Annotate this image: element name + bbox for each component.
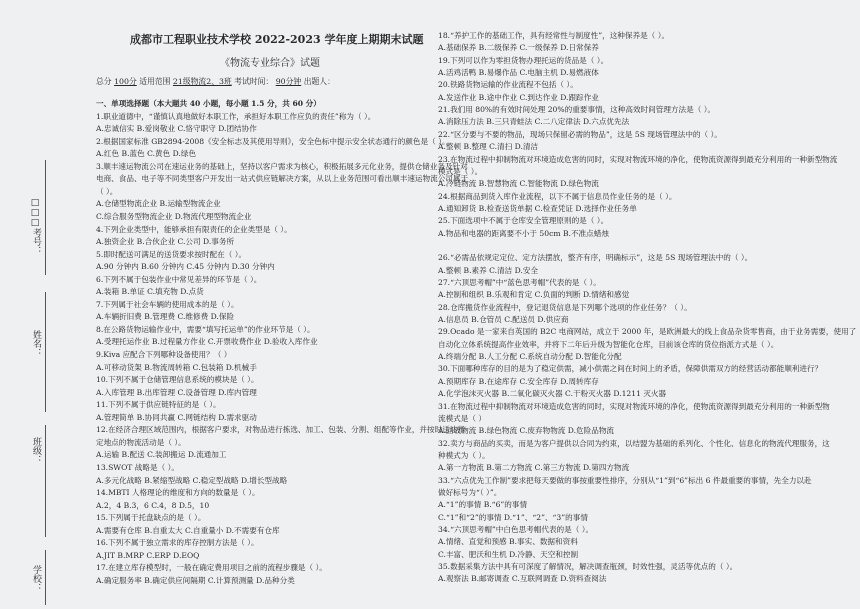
left-question-line: A.车辆折旧费 B.管理费 C.维修费 D.保险: [96, 312, 235, 322]
right-question-line: 31.在物流过程中抑制物流对环境造成危害的同时，实现对物流环境的净化，使物流资源得到最充分利用的一种新型物: [438, 401, 830, 411]
left-question-line: 一、单项选择题（本大题共 40 小题，每小题 1.5 分，共 60 分）: [96, 99, 321, 108]
right-question-line: 30.下面哪种库存的目的是为了稳定供需，减小供需之间在时间上的矛盾，保障供需双方的经营活动都能顺利进行？: [438, 364, 823, 374]
right-question-line: 34.“六顶思考帽”中白色思考帽代表的是（ ）。: [438, 525, 594, 534]
school-label: 学校：: [31, 565, 41, 592]
binding-line-1: [45, 160, 46, 275]
right-question-line: A.发送作业 B.途中作业 C.到达作业 D.跟踪作业: [438, 92, 599, 102]
right-question-line: A.通知卸货 B.检查送货单据 C.检查凭证 D.选择作业任务单: [438, 203, 637, 213]
right-question-line: A.“1”的事情 B.“6”的事情: [438, 500, 528, 510]
right-question-line: A.信息员 B.仓管员 C.配送员 D.供应商: [438, 315, 569, 325]
left-question-line: 11.下列不属于供应链特征的是（ ）。: [96, 400, 221, 410]
left-question-line: A.忠诚信实 B.爱岗敬业 C.恪守职守 D.团结协作: [96, 124, 257, 134]
left-question-line: A.装箱 B.单证 C.填充物 D.点货: [96, 287, 204, 297]
left-question-line: A.运输 B.配送 C.装卸搬运 D.流通加工: [96, 450, 227, 460]
binding-line-3: [45, 425, 46, 537]
left-question-line: 定地点的物流活动是（ ）。: [96, 437, 186, 447]
left-question-line: 7.下列属于社会车辆的使用成本的是（ ）。: [96, 299, 239, 309]
left-question-line: 6.下列不属于包装作业中常见差异的环节是（ ）。: [96, 274, 262, 284]
scope-value: 21级物流2、3班: [172, 77, 232, 86]
left-question-line: 3.顺丰速运物流公司在速运业务的基础上，坚持以客户需求为核心，积极拓展多元化业务，提供仓储业务及针对: [96, 161, 468, 171]
right-question-line: A.物品和电器的距离要不小于 50cm B.不准点蜡烛: [438, 228, 609, 238]
left-question-line: 17.在建立库存模型时，一般在确定费用项目之前的流程步骤是（ ）。: [96, 563, 327, 573]
left-question-line: 4.下列企业类型中，能够承担有限责任的企业类型是（ ）。: [96, 224, 292, 234]
left-question-line: 8.在公路货物运输作业中，需要“填写托运单”的作业环节是（ ）。: [96, 324, 315, 334]
right-question-line: A.观察法 B.邮寄调查 C.互联网调查 D.资料查阅法: [438, 574, 607, 584]
left-question-line: 电商、食品、电子等不同类型客户开发出一站式供应链解决方案，从以上业务范围可看出顺丰速运物流公司属于: [96, 174, 469, 184]
right-question-line: A.第一方物流 B.第二方物流 C.第三方物流 D.第四方物流: [438, 463, 630, 473]
right-question-line: A.情绪、直觉和预感 B.事实、数据和资料: [438, 537, 578, 547]
left-question-line: 15.下列属于托盘缺点的是（ ）。: [96, 513, 206, 523]
left-question-line: 9.Kiva 应配合下列哪种设备使用？（ ）: [96, 350, 232, 359]
right-question-line: 33.“六点优先工作制”要求把每天要做的事按重要性排序，分别从“1”到“6”标出 6 件最重要的事情，先全力以赴: [438, 475, 812, 485]
setter-label: 出题人：: [303, 77, 335, 86]
exam-subtitle: 《物流专业综合》试题: [220, 58, 320, 69]
left-question-line: A.需要有仓库 B.自重太大 C.自重量小 D.不需要有仓库: [96, 525, 280, 535]
left-question-line: 12.在经济合理区域范围内，根据客户要求，对物品进行拣选、加工、包装、分割、组配等作业，并按时送达指: [96, 425, 465, 435]
left-question-line: A.红色 B.蓝色 C.黄色 D.绿色: [96, 149, 197, 159]
left-question-line: A.2，4 B.3，6 C.4，8 D.5，10: [96, 500, 210, 510]
right-question-line: A.回收物流 B.绿色物流 C.废弃物物流 D.危险品物流: [438, 426, 615, 436]
time-value: 90分钟: [275, 77, 302, 86]
right-question-line: A.化学泡沫灭火器 B.二氧化碳灭火器 C.干粉灭火器 D.1211 灭火器: [438, 389, 667, 399]
left-question-line: A.确定服务率 B.确定供应间隔期 C.计算预测量 D.品种分类: [96, 575, 295, 585]
left-question-line: 14.MBTI 人格理论的维度和方向的数量是（ ）。: [96, 488, 260, 498]
right-question-line: 32.卖方与商品的买卖，而是为客户提供以合同为约束，以结盟为基础的系列化、个性化、信息化的物流代理服务，这: [438, 438, 830, 448]
right-question-line: 自动化立体系统提高作业效率，并将下二年后升级为智能化仓库，目前该仓库的货位指派方式是（ ）。: [438, 339, 779, 349]
name-label: 姓名：: [31, 330, 41, 357]
right-question-line: C.“1”和“2”的事情 D.“1”、“2”、“3”的事情: [438, 512, 588, 522]
right-question-line: 29.Ocado 是一家来自英国的 B2C 电商网站，成立于 2000 年，是欧洲最大的线上食品杂货零售商，由于业务需要，使用了: [438, 327, 857, 337]
left-question-line: 2.根据国家标准 GB2894-2008《安全标志及其使用导则》，安全色标中提示安全状态通行的颜色是（ ）。: [96, 136, 450, 146]
binding-line-4: [45, 550, 46, 605]
right-question-line: 23.在物流过程中抑制物流对环境造成危害的同时，实现对物流环境的净化，使物流资源得到最充分利用的一种新型物流: [438, 154, 838, 164]
binding-strip: [0, 0, 100, 609]
left-question-line: A.多元化战略 B.紧缩型战略 C.稳定型战略 D.增长型战略: [96, 475, 288, 485]
right-question-line: A.活鸡活鸭 B.易爆作品 C.电脑主机 D.易燃液体: [438, 68, 599, 78]
right-question-line: 20.铁路货物运输的作业流程不包括（ ）。: [438, 80, 578, 90]
right-question-line: 18.“养护工作的基础工作，具有经常性与制度性”，这种保养是（ ）。: [438, 31, 670, 40]
exam-title: 成都市工程职业技术学校 2022-2023 学年度上期期末试题: [130, 33, 424, 46]
right-question-line: C.丰富、肥沃和生机 D.冷静、天空和控制: [438, 549, 579, 559]
right-question-line: A.整顿 B.整理 C.清扫 D.清洁: [438, 142, 539, 152]
left-question-line: 5.即时配送可满足的送货要求按时配在（ ）。: [96, 249, 247, 259]
binding-line-2: [45, 292, 46, 412]
left-question-line: C.综合服务型物流企业 D.物流代理型物流企业: [96, 211, 252, 221]
exam-meta: [96, 76, 335, 87]
left-question-line: A.90 分钟内 B.60 分钟内 C.45 分钟内 D.30 分钟内: [96, 262, 275, 272]
time-label: 考试时间：: [234, 77, 274, 86]
right-question-line: A.预期库存 B.在途库存 C.安全库存 D.周转库存: [438, 376, 599, 386]
right-question-line: 模式是（ ）。: [438, 166, 483, 176]
right-question-line: 28.仓库搬货作业流程中，登记退货信息是下列哪个选项的作业任务？（ ）。: [438, 302, 692, 312]
total-label: 总分: [96, 77, 112, 86]
left-question-line: A.JIT B.MRP C.ERP D.EOQ: [96, 550, 200, 560]
right-question-line: 流模式是（ ）: [438, 413, 486, 423]
right-question-line: 26.“必需品依规定定位、定方法摆放，整齐有序，明确标示”，这是 5S 现场管理法中的（ ）。: [438, 253, 753, 263]
right-question-line: 21.我们用 80%的有效时间处理 20%的重要事情，这种高效时间管理方法是（ ）。: [438, 105, 716, 115]
right-question-line: 25.下面选项中不属于仓库安全管理原则的是（ ）。: [438, 216, 609, 226]
right-question-line: A.终端分配 B.人工分配 C.系统自动分配 D.智能化分配: [438, 352, 622, 362]
right-question-line: A.消除压力法 B.三只青蛙法 C.二八定律法 D.六点优先法: [438, 117, 630, 127]
total-value: 100分: [114, 77, 137, 86]
right-question-line: 27.“六顶思考帽”中“蓝色思考帽”代表的是（ ）。: [438, 278, 601, 287]
right-question-line: 35.数据采集方法中具有可深度了解情况，解决调查瓶颈，时效性强，灵活等优点的（ ）。: [438, 562, 738, 572]
left-question-line: A.仓储型物流企业 B.运输型物流企业: [96, 199, 221, 209]
class-label: 班级：: [31, 437, 41, 464]
exam-number-label: 考号：: [31, 228, 41, 255]
left-question-line: A.管理简单 B.协同共赢 C.网链结构 D.需求驱动: [96, 412, 257, 422]
left-question-line: 1.职业道德中，“谨慎认真地做好本职工作，承担好本职工作应负的责任”称为（ ）。: [96, 111, 376, 121]
left-question-line: 13.SWOT 战略是（ ）。: [96, 462, 179, 472]
right-question-line: A.整顿 B.素养 C.清洁 D.安全: [438, 265, 539, 275]
left-question-line: 16.下列不属于独立需求的库存控制方法是（ ）。: [96, 538, 259, 548]
right-question-line: 种模式为（ ）。: [438, 450, 490, 460]
right-question-line: A.控制和组织 B.乐观和肯定 C.负面的判断 D.情绪和感觉: [438, 290, 630, 300]
exam-number-boxes: □□□: [30, 198, 40, 228]
left-question-line: A.可移动货架 B.物流周转箱 C.包装箱 D.机械手: [96, 362, 257, 372]
right-question-line: A.基础保养 B.二级保养 C.一级保养 D.日常保养: [438, 43, 599, 53]
left-question-line: A.入库管理 B.出库管理 C.设备管理 D.库内管理: [96, 387, 257, 397]
scope-label: 适用范围: [139, 77, 171, 86]
right-question-line: 22.“区分要与不要的物品，现场只保留必需的物品”，这是 5S 现场管理法中的（ ）。: [438, 129, 722, 139]
left-question-line: A.独资企业 B.合伙企业 C.公司 D.事务所: [96, 237, 235, 247]
right-question-line: A.冷链物流 B.智慧物流 C.智能物流 D.绿色物流: [438, 179, 599, 189]
right-question-line: 做好标号为“（ ）”。: [438, 487, 502, 497]
right-question-line: 19.下列可以作为零担货物办理托运的货品是（ ）。: [438, 55, 609, 65]
left-question-line: A.受理托运作业 B.过程量方作业 C.开票收费作业 D.验收入库作业: [96, 337, 318, 347]
right-question-line: 24.根据商品到货入库作业流程，以下不属于信息员作业任务的是（ ）。: [438, 191, 677, 201]
left-question-line: 10.下列不属于仓储管理信息系统的模块是（ ）。: [96, 375, 259, 385]
left-question-line: （ ）。: [96, 186, 118, 196]
